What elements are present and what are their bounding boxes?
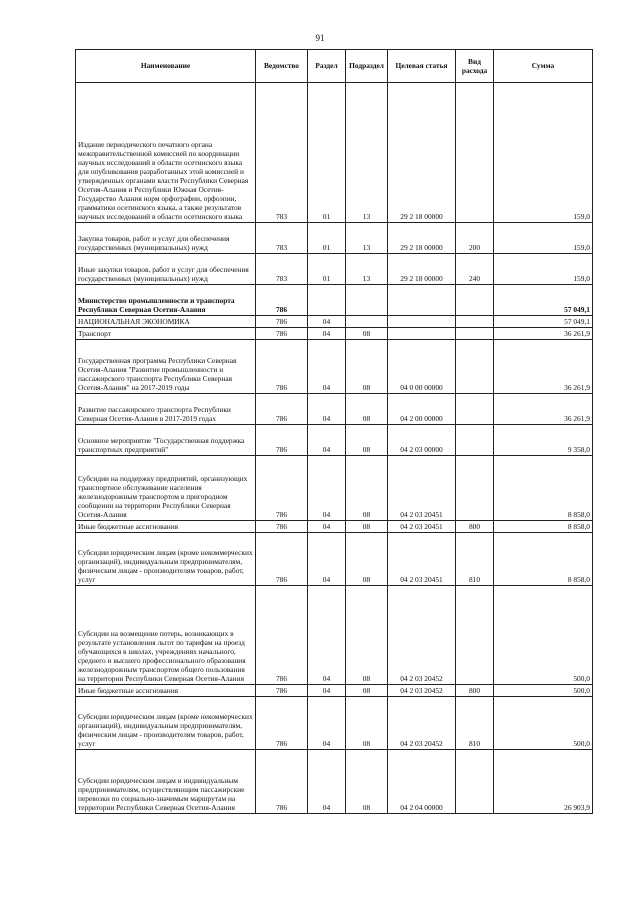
cell-expense-type — [456, 394, 494, 425]
cell-sum: 9 358,0 — [494, 425, 593, 456]
col-header-sum: Сумма — [494, 50, 593, 83]
cell-department: 786 — [256, 533, 308, 586]
cell-section: 04 — [308, 697, 346, 750]
cell-expense-type — [456, 316, 494, 328]
cell-department: 786 — [256, 750, 308, 814]
cell-department: 786 — [256, 425, 308, 456]
cell-target-article: 04 2 00 00000 — [388, 394, 456, 425]
table-row — [76, 340, 593, 394]
cell-name: Иные бюджетные ассигнования — [76, 685, 256, 697]
table-row — [76, 697, 593, 750]
cell-name: Иные закупки товаров, работ и услуг для обеспечения государственных (муниципальных) нужд — [76, 254, 256, 285]
cell-target-article — [388, 316, 456, 328]
table-row — [76, 316, 593, 328]
cell-name: НАЦИОНАЛЬНАЯ ЭКОНОМИКА — [76, 316, 256, 328]
cell-expense-type: 810 — [456, 697, 494, 750]
cell-sum: 159,0 — [494, 254, 593, 285]
cell-department: 786 — [256, 586, 308, 685]
cell-target-article — [388, 328, 456, 340]
cell-sum: 36 261,9 — [494, 394, 593, 425]
cell-subsection: 08 — [346, 328, 388, 340]
cell-target-article: 04 2 03 20451 — [388, 456, 456, 521]
cell-section: 04 — [308, 750, 346, 814]
cell-sum: 8 858,0 — [494, 533, 593, 586]
cell-target-article: 04 2 04 00000 — [388, 750, 456, 814]
cell-sum: 57 049,1 — [494, 285, 593, 316]
cell-department: 783 — [256, 83, 308, 223]
table-row — [76, 586, 593, 685]
cell-sum: 500,0 — [494, 586, 593, 685]
cell-name: Закупка товаров, работ и услуг для обеспечения государственных (муниципальных) нужд — [76, 223, 256, 254]
page-number: 91 — [315, 33, 325, 43]
cell-target-article: 04 2 03 20452 — [388, 586, 456, 685]
cell-department: 786 — [256, 316, 308, 328]
cell-section: 04 — [308, 340, 346, 394]
cell-target-article — [388, 285, 456, 316]
table-row — [76, 285, 593, 316]
cell-department: 786 — [256, 521, 308, 533]
cell-section: 04 — [308, 586, 346, 685]
cell-subsection: 08 — [346, 533, 388, 586]
cell-department: 786 — [256, 685, 308, 697]
cell-sum: 8 858,0 — [494, 456, 593, 521]
cell-section: 04 — [308, 521, 346, 533]
cell-section: 01 — [308, 83, 346, 223]
cell-target-article: 04 2 03 20452 — [388, 697, 456, 750]
cell-expense-type — [456, 456, 494, 521]
cell-expense-type — [456, 285, 494, 316]
cell-department: 786 — [256, 328, 308, 340]
cell-section: 04 — [308, 425, 346, 456]
cell-expense-type — [456, 328, 494, 340]
cell-target-article: 04 2 03 20451 — [388, 521, 456, 533]
table-header-row — [76, 50, 593, 83]
cell-target-article: 04 0 00 00000 — [388, 340, 456, 394]
table-row — [76, 456, 593, 521]
cell-target-article: 04 2 03 20451 — [388, 533, 456, 586]
cell-section: 04 — [308, 533, 346, 586]
cell-section: 04 — [308, 316, 346, 328]
cell-expense-type: 200 — [456, 223, 494, 254]
cell-name: Субсидии юридическим лицам (кроме некоммерческих организаций), индивидуальным предпринимателям, физическим лицам - производителям товаров, работ, услуг — [76, 533, 256, 586]
col-header-expense-type: Вид расхода — [456, 50, 494, 83]
cell-sum: 8 858,0 — [494, 521, 593, 533]
cell-expense-type — [456, 586, 494, 685]
cell-expense-type: 810 — [456, 533, 494, 586]
table-row — [76, 425, 593, 456]
cell-target-article: 29 2 18 00000 — [388, 254, 456, 285]
col-header-department: Ведомство — [256, 50, 308, 83]
cell-section: 04 — [308, 456, 346, 521]
cell-sum: 57 049,1 — [494, 316, 593, 328]
cell-section: 04 — [308, 328, 346, 340]
cell-sum: 159,0 — [494, 223, 593, 254]
cell-name: Субсидии юридическим лицам (кроме некоммерческих организаций), индивидуальным предпринимателям, физическим лицам - производителям товаров, работ, услуг — [76, 697, 256, 750]
cell-name: Развитие пассажирского транспорта Республики Северная Осетия-Алания в 2017-2019 годах — [76, 394, 256, 425]
table-row — [76, 533, 593, 586]
budget-table — [75, 49, 593, 814]
cell-subsection: 08 — [346, 521, 388, 533]
cell-department: 786 — [256, 340, 308, 394]
cell-target-article: 04 2 03 00000 — [388, 425, 456, 456]
cell-sum: 36 261,9 — [494, 340, 593, 394]
cell-department: 786 — [256, 456, 308, 521]
cell-department: 786 — [256, 394, 308, 425]
table-row — [76, 328, 593, 340]
cell-subsection — [346, 316, 388, 328]
cell-expense-type: 240 — [456, 254, 494, 285]
cell-section: 01 — [308, 254, 346, 285]
col-header-target-article: Целевая статья — [388, 50, 456, 83]
cell-subsection: 13 — [346, 83, 388, 223]
cell-subsection: 08 — [346, 685, 388, 697]
cell-target-article: 04 2 03 20452 — [388, 685, 456, 697]
table-row — [76, 223, 593, 254]
cell-department: 783 — [256, 254, 308, 285]
cell-subsection — [346, 285, 388, 316]
table-row — [76, 521, 593, 533]
cell-department: 786 — [256, 285, 308, 316]
table-row — [76, 254, 593, 285]
cell-subsection: 13 — [346, 254, 388, 285]
cell-department: 783 — [256, 223, 308, 254]
cell-expense-type — [456, 750, 494, 814]
cell-sum: 500,0 — [494, 685, 593, 697]
cell-target-article: 29 2 18 00000 — [388, 83, 456, 223]
cell-expense-type — [456, 425, 494, 456]
cell-name: Транспорт — [76, 328, 256, 340]
cell-subsection: 08 — [346, 697, 388, 750]
cell-name: Основное мероприятие "Государственная поддержка транспортных предприятий" — [76, 425, 256, 456]
cell-department: 786 — [256, 697, 308, 750]
cell-section: 01 — [308, 223, 346, 254]
cell-name: Издание периодического печатного органа межправительственной комиссией по координации научных исследований в области осетинского языка для опубликования разработанных этой комиссией и утвержденных органами власти Республики Северная Осетия-Алания и Республики Южная Осетия-Государство Алания норм орфографии, орфоэпии, грамматики осетинского языка, а также результатов научных исследований в области осетинского языка — [76, 83, 256, 223]
cell-name: Субсидии юридическим лицам и индивидуальным предпринимателям, осуществляющим пассажирские перевозки по социально-значимым маршрутам на территории Республики Северная Осетия-Алания — [76, 750, 256, 814]
cell-subsection: 08 — [346, 425, 388, 456]
table-row — [76, 394, 593, 425]
cell-expense-type — [456, 340, 494, 394]
cell-subsection: 08 — [346, 586, 388, 685]
table-row — [76, 685, 593, 697]
cell-subsection: 08 — [346, 394, 388, 425]
cell-expense-type: 800 — [456, 521, 494, 533]
col-header-subsection: Подраздел — [346, 50, 388, 83]
cell-expense-type — [456, 83, 494, 223]
col-header-section: Раздел — [308, 50, 346, 83]
cell-target-article: 29 2 18 00000 — [388, 223, 456, 254]
cell-subsection: 13 — [346, 223, 388, 254]
cell-section — [308, 285, 346, 316]
cell-name: Государственная программа Республики Северная Осетия-Алания "Развитие промышленности и пассажирского транспорта Республики Северная Осетия-Алания" на 2017-2019 годы — [76, 340, 256, 394]
cell-name: Субсидии на возмещение потерь, возникающих в результате установления льгот по тарифам на проезд обучающихся в школах, учреждениях начального, среднего и высшего профессионального образования железнодорожным транспортом общего пользования на территории Республики Северная Осетия-Алания — [76, 586, 256, 685]
cell-section: 04 — [308, 685, 346, 697]
cell-subsection: 08 — [346, 750, 388, 814]
cell-section: 04 — [308, 394, 346, 425]
col-header-name: Наименование — [76, 50, 256, 83]
cell-name: Субсидии на поддержку предприятий, организующих транспортное обслуживание населения железнодорожным транспортом в пригородном сообщении на территории Республики Северная Осетия-Алания — [76, 456, 256, 521]
cell-sum: 500,0 — [494, 697, 593, 750]
table-row — [76, 83, 593, 223]
cell-sum: 159,0 — [494, 83, 593, 223]
cell-subsection: 08 — [346, 456, 388, 521]
cell-subsection: 08 — [346, 340, 388, 394]
cell-name: Министерство промышленности и транспорта Республики Северная Осетия-Алания — [76, 285, 256, 316]
cell-sum: 36 261,9 — [494, 328, 593, 340]
table-body — [76, 83, 593, 814]
cell-name: Иные бюджетные ассигнования — [76, 521, 256, 533]
cell-expense-type: 800 — [456, 685, 494, 697]
cell-sum: 26 903,9 — [494, 750, 593, 814]
table-row — [76, 750, 593, 814]
